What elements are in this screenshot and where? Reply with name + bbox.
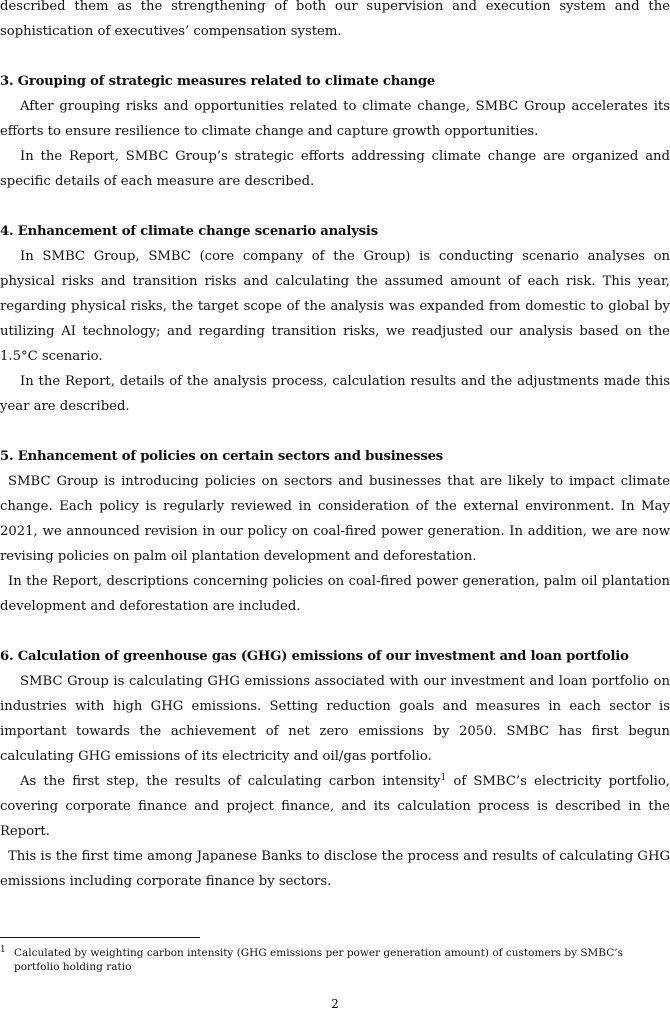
footnote-reference: 1: [440, 773, 447, 783]
footnote-separator: [0, 937, 200, 938]
section-4-paragraph-2: In the Report, details of the analysis process, calculation results and the adjustments made this year are described.: [0, 374, 670, 414]
page-number: 2: [331, 997, 339, 1011]
spacer: [0, 194, 670, 219]
footnote-number: 1: [0, 945, 6, 955]
spacer: [0, 619, 670, 644]
section-5-paragraph-1: SMBC Group is introducing policies on sectors and businesses that are likely to impact climate change. Each policy is regularly reviewed in consideration of the external environment. In May 2021, we announced revision in our policy on coal-fired power generation. In addition, we are now revising policies on palm oil plantation development and deforestation.: [0, 474, 670, 564]
section-4-heading: 4. Enhancement of climate change scenario analysis: [0, 224, 378, 239]
footnote-text: Calculated by weighting carbon intensity (GHG emissions per power generation amount) of customers by SMBC’s portfolio holding ratio: [14, 947, 623, 973]
section-3-paragraph-2: In the Report, SMBC Group’s strategic efforts addressing climate change are organized and specific details of each measure are described.: [0, 149, 670, 189]
section-3-paragraph-1: After grouping risks and opportunities related to climate change, SMBC Group accelerates its efforts to ensure resilience to climate change and capture growth opportunities.: [0, 99, 670, 139]
spacer: [0, 44, 670, 69]
footnote: [0, 946, 660, 974]
paragraph-text: of SMBC’s electricity portfolio, covering corporate finance and project finance, and its calculation process is described in the Report.: [0, 774, 670, 839]
section-6-paragraph-1: SMBC Group is calculating GHG emissions associated with our investment and loan portfolio on industries with high GHG emissions. Setting reduction goals and measures in each sector is important towards the achievement of net zero emissions by 2050. SMBC has first begun calculating GHG emissions of its electricity and oil/gas portfolio.: [0, 674, 670, 764]
section-5-paragraph-2: In the Report, descriptions concerning policies on coal-fired power generation, palm oil plantation development and deforestation are included.: [0, 574, 670, 614]
section-6-heading: 6. Calculation of greenhouse gas (GHG) emissions of our investment and loan portfolio: [0, 649, 629, 664]
section-6-paragraph-3: This is the first time among Japanese Banks to disclose the process and results of calculating GHG emissions including corporate finance by sectors.: [0, 849, 670, 889]
section-3-heading: 3. Grouping of strategic measures related to climate change: [0, 74, 436, 89]
section-4-paragraph-1: In SMBC Group, SMBC (core company of the Group) is conducting scenario analyses on physical risks and transition risks and calculating the assumed amount of each risk. This year, regarding physical risks, the target scope of the analysis was expanded from domestic to global by utilizing AI technology; and regarding transition risks, we readjusted our analysis based on the 1.5°C scenario.: [0, 249, 670, 364]
section-6-paragraph-2: [0, 769, 670, 844]
intro-paragraph: described them as the strengthening of both our supervision and execution system and the sophistication of executives’ compensation system.: [0, 0, 670, 39]
spacer: [0, 419, 670, 444]
paragraph-text: As the first step, the results of calculating carbon intensity: [20, 774, 441, 789]
section-5-heading: 5. Enhancement of policies on certain sectors and businesses: [0, 449, 443, 464]
